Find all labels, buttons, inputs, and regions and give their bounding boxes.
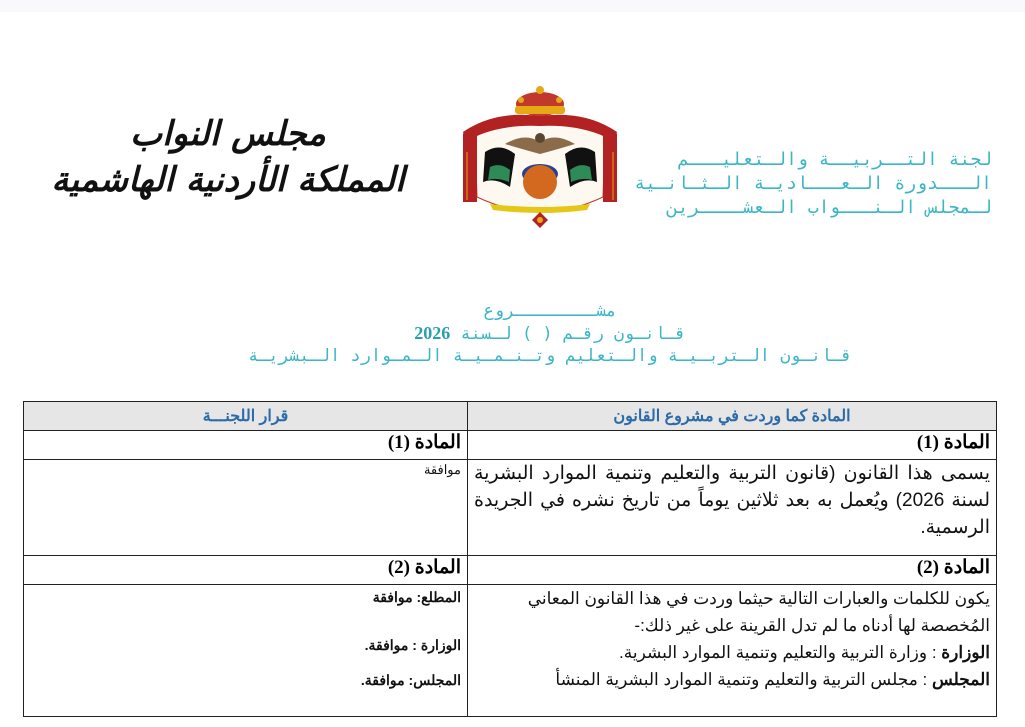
law-name: قـانـون الـتربـيـة والـتعليم وتـنـمـيـة الـمـوارد الـبشريـة: [248, 346, 852, 366]
project-title: [240, 300, 860, 367]
definition-item: [474, 639, 990, 666]
article-intro: يكون للكلمات والعبارات التالية حيثما وردت في هذا القانون المعاني المُخصصة لها أدناه ما لم تدل القرينة على غير ذلك:-: [527, 589, 990, 635]
decision-cell: [24, 585, 468, 717]
definition-meaning: وزارة التربية والتعليم وتنمية الموارد البشرية.: [619, 643, 928, 662]
definition-term: المجلس: [931, 670, 990, 689]
decision-article-label: المادة (2): [24, 556, 468, 585]
parliament-calligraphy: [28, 112, 428, 204]
decision-line: الوزارة : موافقة.: [364, 637, 461, 653]
committee-header: [622, 148, 992, 220]
definition-meaning: مجلس التربية والتعليم وتنمية الموارد البشرية المنشأ: [555, 670, 918, 689]
definition-separator: :: [927, 643, 942, 662]
law-year: 2026: [414, 323, 451, 343]
law-number-line: [240, 322, 860, 345]
calligraphy-line2: المملكة الأردنية الهاشمية: [51, 160, 405, 200]
crown-icon: [515, 86, 565, 116]
decision-line: المطلع: موافقة: [372, 589, 461, 605]
project-label: مشــــــــروع: [483, 301, 617, 321]
definition-term: الوزارة: [941, 643, 990, 662]
decision-article-label: المادة (1): [24, 431, 468, 460]
top-bar: [0, 0, 1025, 12]
definition-item: [474, 666, 990, 693]
header-committee-decision: قرار اللجنـــة: [24, 402, 468, 431]
decision-text: موافقة: [423, 462, 461, 477]
decision-cell: [24, 460, 468, 556]
table-row: [24, 431, 997, 460]
article-text-cell: [468, 460, 997, 556]
header-law-text: المادة كما وردت في مشروع القانون: [468, 402, 997, 431]
article-text: يسمى هذا القانون (قانون التربية والتعليم وتنمية الموارد البشرية لسنة 2026) ويُعمل به بعد ثلاثين يوماً من تاريخ نشره في الجريدة الرسمية.: [474, 463, 990, 538]
table-header-row: [24, 402, 997, 431]
table-row: [24, 556, 997, 585]
law-comparison-table: [23, 401, 997, 717]
committee-line: لـمجلس الـنـــواب الـعشــــرين: [666, 197, 992, 218]
calligraphy-line1: مجلس النواب: [130, 114, 326, 154]
table-row: [24, 460, 997, 556]
coat-of-arms-icon: [455, 82, 625, 232]
committee-line: الـــدورة الـعـــاديـة الـثـانـية: [634, 173, 992, 194]
decision-line: المجلس: موافقة.: [360, 672, 461, 688]
table-row: [24, 585, 997, 717]
definition-separator: :: [917, 670, 932, 689]
law-number-prefix: قـانـون رقـم ( ) لـسنة: [460, 324, 686, 344]
article-label: المادة (1): [468, 431, 997, 460]
article-label: المادة (2): [468, 556, 997, 585]
article-text-cell: [468, 585, 997, 717]
committee-line: لجنة التــربيــة والـتعليـــم: [677, 149, 992, 170]
